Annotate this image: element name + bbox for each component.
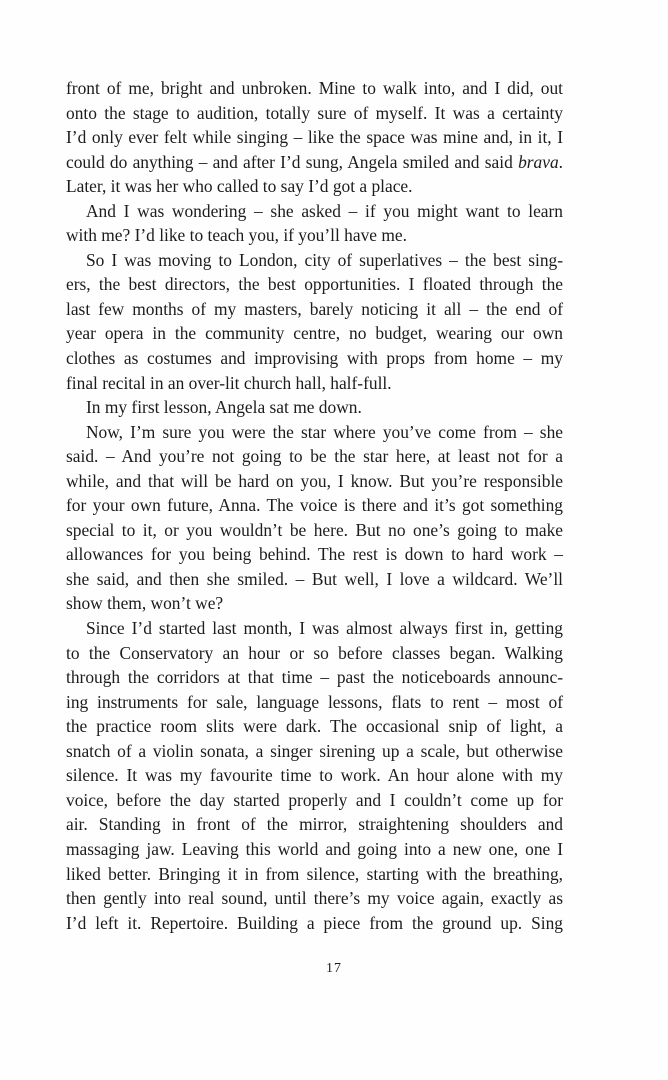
text-line: voice, before the day started properly and I couldn’t come up for <box>66 789 563 810</box>
text-line: special to it, or you wouldn’t be here. But no one’s going to make <box>66 519 563 540</box>
text-line: liked better. Bringing it in from silence, starting with the breathing, <box>66 863 563 884</box>
text-line: could do anything – and after I’d sung, Angela smiled and said brava. <box>66 151 563 172</box>
text-line: then gently into real sound, until there’s my voice again, exactly as <box>66 888 563 909</box>
text-line: I’d only ever felt while singing – like the space was mine and, in it, I <box>66 127 563 148</box>
text-line: year opera in the community centre, no budget, wearing our own <box>66 323 563 344</box>
text-line: for your own future, Anna. The voice is there and it’s got something <box>66 495 563 516</box>
text-line: clothes as costumes and improvising with props from home – my <box>66 348 563 369</box>
text-line: So I was moving to London, city of superlatives – the best sing- <box>86 249 563 270</box>
text-line: to the Conservatory an hour or so before classes began. Walking <box>66 642 563 663</box>
text-line: with me? I’d like to teach you, if you’ll have me. <box>66 225 407 246</box>
text-line: she said, and then she smiled. – But well, I love a wildcard. We’ll <box>66 568 563 589</box>
text-line: allowances for you being behind. The rest is down to hard work – <box>66 544 563 565</box>
body-text <box>66 76 563 935</box>
text-line: through the corridors at that time – past the noticeboards announc- <box>66 667 563 688</box>
text-line: massaging jaw. Leaving this world and going into a new one, one I <box>66 838 563 859</box>
text-line: said. – And you’re not going to be the star here, at least not for a <box>66 446 563 467</box>
text-line: snatch of a violin sonata, a singer sirening up a scale, but otherwise <box>66 740 563 761</box>
text-line: the practice room slits were dark. The occasional snip of light, a <box>66 716 563 737</box>
text-line: onto the stage to audition, totally sure of myself. It was a certainty <box>66 102 563 123</box>
text-line: Since I’d started last month, I was almost always first in, getting <box>86 618 563 639</box>
text-line: I’d left it. Repertoire. Building a piece from the ground up. Sing <box>66 912 563 933</box>
text-line: ers, the best directors, the best opportunities. I floated through the <box>66 274 563 295</box>
text-line: ing instruments for sale, language lessons, flats to rent – most of <box>66 691 563 712</box>
text-line: while, and that will be hard on you, I know. But you’re responsible <box>66 470 563 491</box>
text-line: air. Standing in front of the mirror, straightening shoulders and <box>66 814 563 835</box>
text-line: And I was wondering – she asked – if you might want to learn <box>86 200 563 221</box>
text-line: silence. It was my favourite time to work. An hour alone with my <box>66 765 563 786</box>
page-number: 17 <box>326 961 342 976</box>
text-line: final recital in an over-lit church hall, half-full. <box>66 372 392 393</box>
text-line: last few months of my masters, barely noticing it all – the end of <box>66 298 563 319</box>
text-line: Now, I’m sure you were the star where you’ve come from – she <box>86 421 563 442</box>
text-line: front of me, bright and unbroken. Mine to walk into, and I did, out <box>66 78 563 98</box>
text-line: show them, won’t we? <box>66 593 224 614</box>
text-line: In my first lesson, Angela sat me down. <box>86 397 362 418</box>
text-line: Later, it was her who called to say I’d got a place. <box>66 176 413 197</box>
